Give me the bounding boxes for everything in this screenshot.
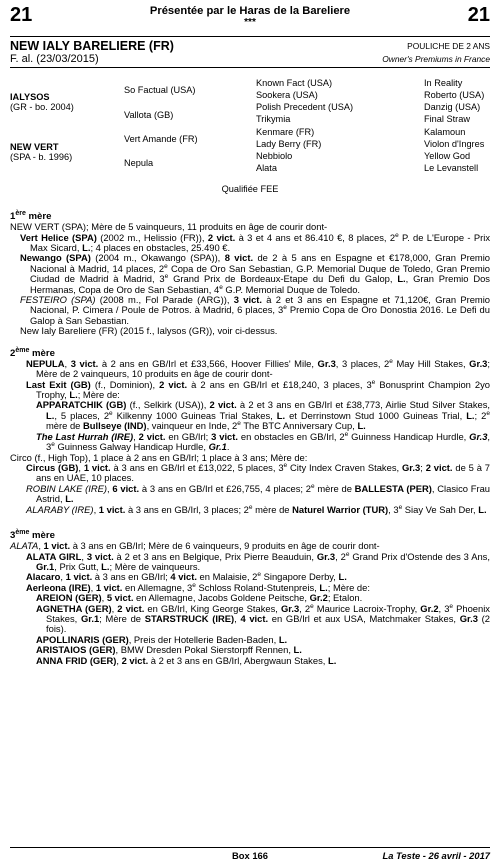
pedigree-gen3: Polish Precedent (USA) bbox=[256, 102, 354, 112]
pedigree-gen3: Sookera (USA) bbox=[256, 90, 318, 100]
section-title-second-dam: 2ème mère bbox=[10, 346, 55, 359]
produce-entry: ANNA FRID (GER), 2 vict. à 2 et 3 ans en GB/Irl, Abergwaun Stakes, L. bbox=[36, 654, 337, 666]
pedigree-gen3: Lady Berry (FR) bbox=[256, 139, 322, 149]
pedigree-gen3: Alata bbox=[256, 163, 277, 173]
produce-entry: NEPULA, 3 vict. à 2 ans en GB/Irl et £33,566, Hoover Fillies' Mile, Gr.3, 3 places, 2e May Hill Stakes, Gr.3; Mère de 2 vainqueurs, 10 produits en âge de courir dont- bbox=[26, 357, 491, 380]
header-stars: *** bbox=[244, 17, 256, 28]
sale-place-date: La Teste - 26 avril - 2017 bbox=[382, 850, 490, 861]
pedigree-dam-info: (SPA - b. 1996) bbox=[10, 152, 73, 162]
horse-birth: F. al. (23/03/2015) bbox=[10, 53, 99, 65]
qualification-note: Qualifiée FEE bbox=[221, 184, 279, 194]
produce-entry: ALATA GIRL, 3 vict. à 2 et 3 ans en Belgique, Prix Pierre Beauduin, Gr.3, 2e Grand Prix d'Ostende des 3 Ans, Gr.1, Prix Gutt, L.; Mère de vainqueurs. bbox=[26, 550, 490, 572]
section-title-first-dam: 1ère mère bbox=[10, 210, 52, 223]
pedigree-gen3: Nebbiolo bbox=[256, 151, 293, 161]
produce-entry: ALATA, 1 vict. à 3 ans en GB/Irl; Mère de 6 vainqueurs, 9 produits en âge de courir dont- bbox=[10, 540, 380, 552]
produce-entry: Last Exit (GB) (f., Dominion), 2 vict. à 2 ans en GB/Irl et £18,240, 3 places, 3e Bonusprint Champion 2yo Trophy, L.; Mère de: bbox=[26, 378, 491, 401]
pedigree-gen3: Kenmare (FR) bbox=[256, 127, 315, 137]
pedigree-gen3: Known Fact (USA) bbox=[256, 78, 333, 88]
produce-entry: NEW VERT (SPA); Mère de 5 vainqueurs, 11 produits en âge de courir dont- bbox=[10, 221, 328, 233]
pedigree-gen4: Violon d'Ingres bbox=[424, 139, 485, 149]
page-header bbox=[10, 4, 490, 34]
horse-owner-premium: Owner's Premiums in France bbox=[382, 54, 490, 64]
horse-name: NEW IALY BARELIERE (FR) bbox=[10, 39, 174, 53]
dam-line-content bbox=[10, 208, 490, 666]
pedigree-gen4: Yellow God bbox=[424, 151, 471, 161]
horse-title-box bbox=[10, 36, 490, 68]
produce-entry: ARISTAIOS (GER), BMW Dresden Pokal Sierstorpff Rennen, L. bbox=[36, 644, 302, 656]
produce-entry: Circo (f., High Top), 1 place à 2 ans en GB/Irl; 1 place à 3 ans; Mère de: bbox=[10, 451, 308, 463]
pedigree-sire: IALYSOS bbox=[10, 92, 50, 102]
presented-by: Présentée par le Haras de la Bareliere bbox=[149, 5, 351, 17]
produce-entry: Circus (GB), 1 vict. à 3 ans en GB/Irl et £13,022, 5 places, 3e City Index Craven Stakes, Gr.3; 2 vict. de 5 à 7 ans en UAE, 10 places. bbox=[26, 461, 491, 484]
pedigree-dam: NEW VERT bbox=[10, 142, 59, 152]
produce-entry: New Ialy Bareliere (FR) (2015 f., Ialysos (GR)), voir ci-dessus. bbox=[20, 325, 278, 337]
pedigree-table bbox=[10, 76, 490, 176]
box-number: Box 166 bbox=[232, 850, 268, 861]
produce-entry: ROBIN LAKE (IRE), 6 vict. à 3 ans en GB/Irl et £26,755, 4 places; 2e mère de BALLESTA (PER), Clasico Frau Astrid, L. bbox=[26, 482, 491, 505]
produce-entry: APOLLINARIS (GER), Preis der Hotellerie Baden-Baden, L. bbox=[36, 633, 288, 645]
produce-entry: APPARATCHIK (GB) (f., Selkirk (USA)), 2 vict. à 2 et 3 ans en GB/Irl et £38,773, Airlie Stud Silver Stakes, L., 5 places, 2e Kilkenny 1000 Guineas Trial Stakes, L. et Derrinstown Stud 1000 Guineas Trial, L.; 2e mère de Bullseye (IND), vainqueur en Inde, 2e The BTC Anniversary Cup, L. bbox=[36, 399, 491, 432]
lot-number-right: 21 bbox=[467, 4, 490, 26]
pedigree-gen4: Final Straw bbox=[424, 114, 470, 124]
produce-entry: FESTEIRO (SPA) (2008 m., Fol Parade (ARG)), 3 vict. à 2 et 3 ans en Espagne et 71,120€, Gran Premio Nacional, P. Cimera / Poule de Potros. à Madrid, 6 places, 3e Premio Copa de Oro Donostia 2016. Le Defi du Galop à San Sebastian. bbox=[20, 294, 491, 326]
section-title-third-dam: 3ème mère bbox=[10, 528, 55, 542]
produce-entry: Vert Helice (SPA) (2002 m., Helissio (FR)), 2 vict. à 3 et 4 ans et 86.410 €, 8 places, 2e P. de L'Europe - Prix Max Sicard, L.; 4 places en obstacles, 25.490 €. bbox=[20, 231, 491, 253]
horse-type: POULICHE DE 2 ANS bbox=[407, 41, 490, 51]
produce-entry: ALARABY (IRE), 1 vict. à 3 ans en GB/Irl, 3 places; 2e mère de Naturel Warrior (TUR), 3e Siay Ve Sah Der, L. bbox=[26, 503, 487, 515]
page-footer bbox=[10, 847, 490, 861]
produce-entry: AGNETHA (GER), 2 vict. en GB/Irl, King George Stakes, Gr.3, 2e Maurice Lacroix-Trophy, Gr.2, 3e Phoenix Stakes, Gr.1; Mère de STARSTRUCK (IRE), 4 vict. en GB/Irl et aux USA, Matchmaker Stakes, Gr.3 (2 fois). bbox=[36, 602, 490, 635]
produce-entry: AREION (GER), 5 vict. en Allemagne, Jacobs Goldene Peitsche, Gr.2; Etalon. bbox=[36, 592, 363, 604]
pedigree-gen2: Vert Amande (FR) bbox=[124, 134, 198, 144]
pedigree-gen4: Roberto (USA) bbox=[424, 90, 485, 100]
pedigree-gen4: Le Levanstell bbox=[424, 163, 479, 173]
pedigree-gen2: Nepula bbox=[124, 158, 154, 168]
lot-number-left: 21 bbox=[10, 4, 33, 26]
pedigree-gen4: Danzig (USA) bbox=[424, 102, 481, 112]
pedigree-gen4: In Reality bbox=[424, 78, 463, 88]
pedigree-gen2: Vallota (GB) bbox=[124, 110, 174, 120]
pedigree-sire-info: (GR - bo. 2004) bbox=[10, 102, 74, 112]
pedigree-gen4: Kalamoun bbox=[424, 127, 466, 137]
pedigree-gen3: Trikymia bbox=[256, 114, 291, 124]
produce-entry: Aerleona (IRE), 1 vict. en Allemagne, 3e Schloss Roland-Stutenpreis, L.; Mère de: bbox=[26, 581, 370, 593]
produce-entry: The Last Hurrah (IRE), 2 vict. en GB/Irl; 3 vict. en obstacles en GB/Irl, 2e Guinness Handicap Hurdle, Gr.3, 3e Guinness Galway Handicap Hurdle, Gr.1. bbox=[36, 430, 491, 453]
produce-entry: Alacaro, 1 vict. à 3 ans en GB/Irl; 4 vict. en Malaisie, 2e Singapore Derby, L. bbox=[26, 571, 347, 583]
pedigree-gen2: So Factual (USA) bbox=[124, 85, 196, 95]
produce-entry: Newango (SPA) (2004 m., Okawango (SPA)), 8 vict. de 2 à 5 ans en Espagne et €178,000, Gran Premio Nacional à Madrid, 14 places, 2e Copa de Oro San Sebastian, G.P. Memorial Duque de Toledo, Gran Premio Ciudad de Madrid à Madrid, 3e Grand Prix de Bordeaux-Etape du Defi du Galop, L., Gran Premio Dos Hermanas, Copa de Oro de San Sebastian, 4e G.P. Memorial Duque de Toledo. bbox=[20, 252, 491, 295]
